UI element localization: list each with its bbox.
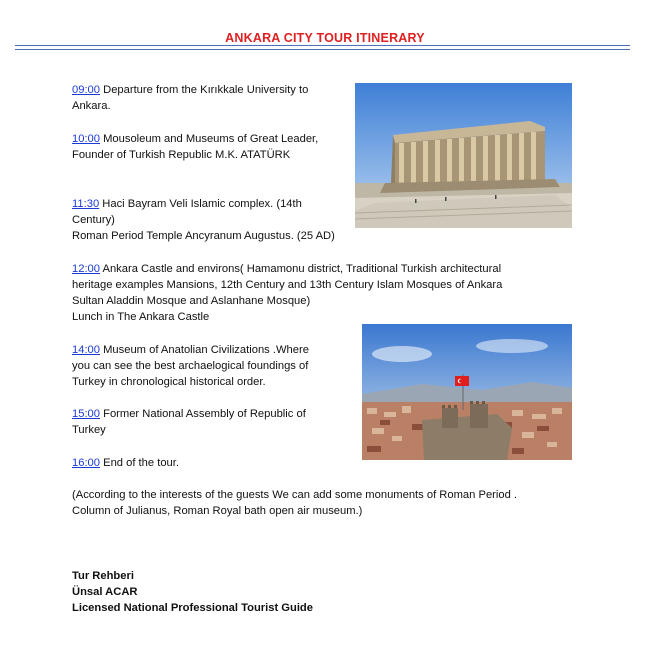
item-text: Turkey: [72, 424, 106, 436]
item-text: Departure from the Kırıkkale University to: [100, 84, 309, 96]
time-link[interactable]: 11:30: [72, 198, 100, 210]
signature-line: Licensed National Professional Tourist Guide: [72, 602, 313, 614]
signature-block: [72, 568, 313, 616]
additional-note: [72, 487, 517, 519]
item-text: Former National Assembly of Republic of: [100, 408, 306, 420]
itinerary-item-1000: [72, 131, 318, 163]
time-link[interactable]: 09:00: [72, 84, 100, 96]
item-text: Museum of Anatolian Civilizations .Where: [100, 344, 309, 356]
item-text: Turkey in chronological historical order.: [72, 376, 266, 388]
itinerary-item-1400: [72, 342, 309, 390]
item-text: Roman Period Temple Ancyranum Augustus. (25 AD): [72, 230, 335, 242]
time-link[interactable]: 12:00: [72, 263, 100, 275]
ankara-castle-photo: [362, 324, 572, 460]
item-text: Ankara.: [72, 100, 111, 112]
item-text: heritage examples Mansions, 12th Century and 13th Century Islam Mosques of Ankara: [72, 279, 503, 291]
title-rule-bottom: [15, 49, 630, 50]
itinerary-item-1130: [72, 196, 335, 244]
item-text: Century): [72, 214, 115, 226]
title-rule-top: [15, 45, 630, 46]
itinerary-item-1600: [72, 455, 179, 471]
time-link[interactable]: 14:00: [72, 344, 100, 356]
time-link[interactable]: 10:00: [72, 133, 100, 145]
signature-line: Ünsal ACAR: [72, 586, 138, 598]
signature-line: Tur Rehberi: [72, 570, 134, 582]
document-title: ANKARA CITY TOUR ITINERARY: [225, 31, 425, 45]
item-text: Haci Bayram Veli Islamic complex. (14th: [99, 198, 302, 210]
item-text: you can see the best archaelogical foundings of: [72, 360, 309, 372]
note-line: Column of Julianus, Roman Royal bath open air museum.): [72, 505, 363, 517]
itinerary-item-0900: [72, 82, 308, 114]
itinerary-item-1500: [72, 406, 306, 438]
item-text: Lunch in The Ankara Castle: [72, 311, 210, 323]
item-text: Founder of Turkish Republic M.K. ATATÜRK: [72, 149, 291, 161]
note-line: (According to the interests of the guests We can add some monuments of Roman Period .: [72, 489, 518, 501]
itinerary-item-1200: [72, 261, 502, 325]
item-text: Sultan Aladdin Mosque and Aslanhane Mosque): [72, 295, 311, 307]
item-text: Mousoleum and Museums of Great Leader,: [100, 133, 319, 145]
time-link[interactable]: 15:00: [72, 408, 100, 420]
time-link[interactable]: 16:00: [72, 457, 100, 469]
item-text: End of the tour.: [100, 457, 179, 469]
mausoleum-photo: [355, 83, 572, 228]
item-text: Ankara Castle and environs( Hamamonu district, Traditional Turkish architectural: [100, 263, 502, 275]
